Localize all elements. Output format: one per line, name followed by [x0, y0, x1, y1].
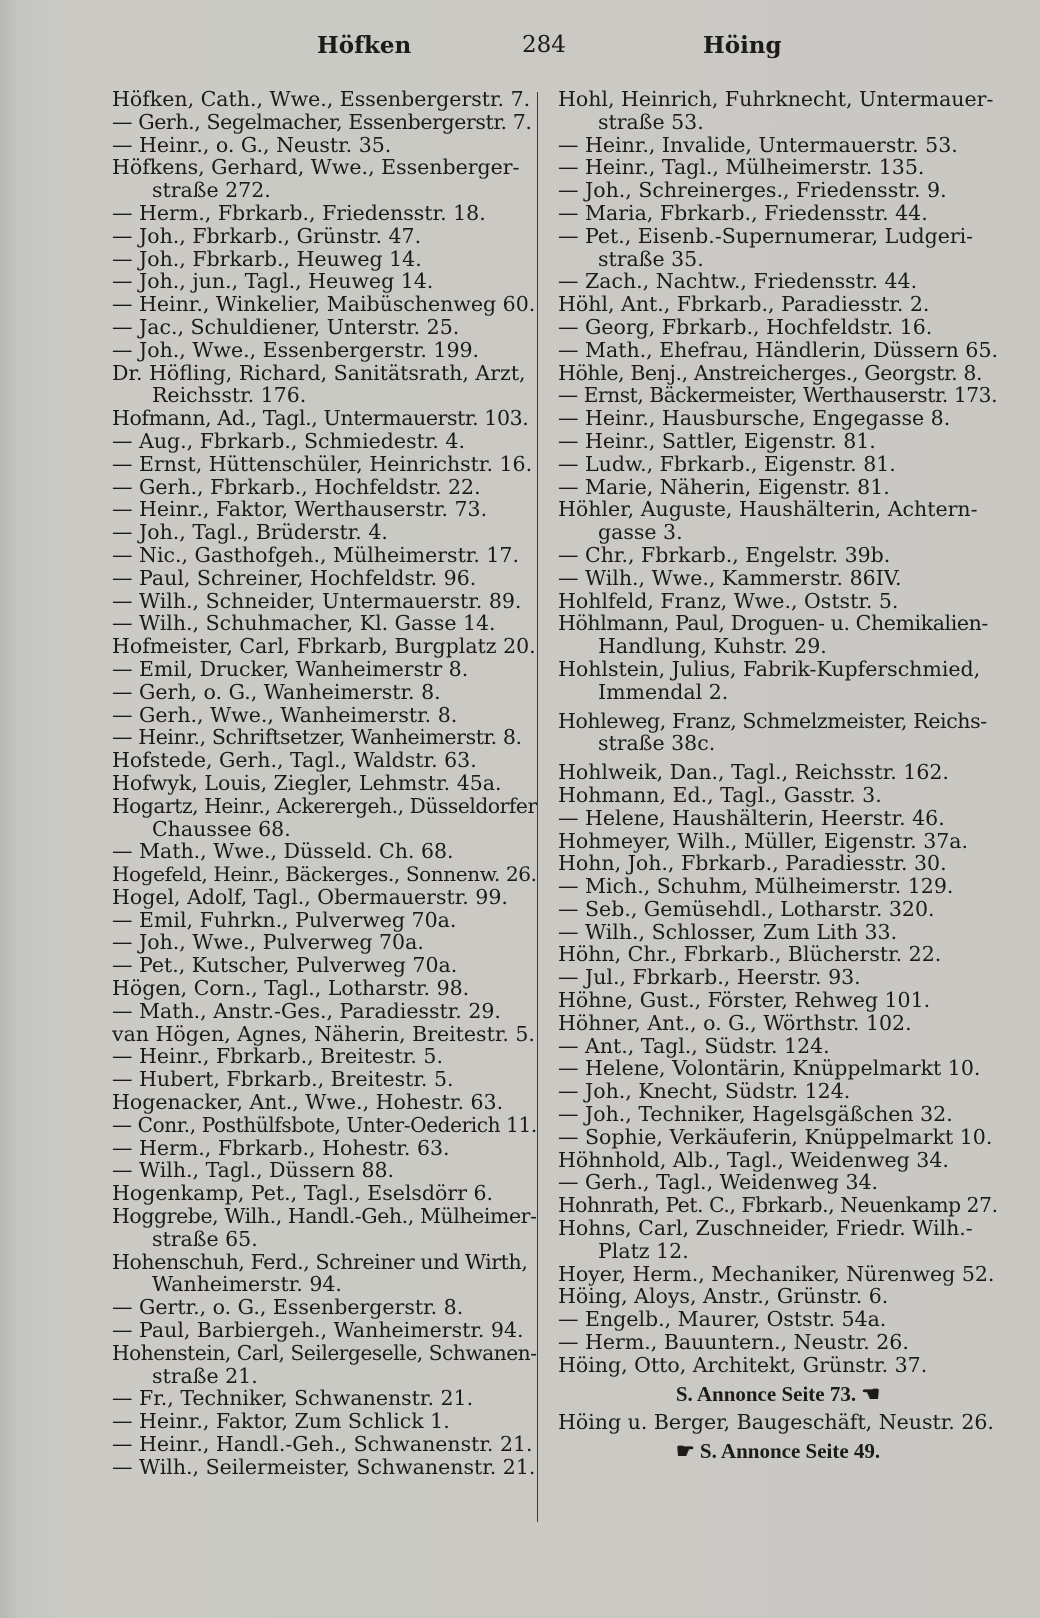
directory-entry: Hohmann, Ed., Tagl., Gasstr. 3. — [558, 782, 882, 807]
entry-continuation: Reichsstr. 176. — [152, 383, 307, 408]
entry-continuation: Platz 12. — [598, 1238, 689, 1263]
directory-entry: — Wilh., Schuhmacher, Kl. Gasse 14. — [112, 611, 496, 636]
page-header — [0, 32, 1040, 68]
directory-entry: — Zach., Nachtw., Friedensstr. 44. — [558, 269, 918, 294]
directory-entry: Hohns, Carl, Zuschneider, Friedr. Wilh.- — [558, 1216, 973, 1241]
directory-entry: Hohlfeld, Franz, Wwe., Oststr. 5. — [558, 588, 899, 613]
directory-entry: Höhl, Ant., Fbrkarb., Paradiesstr. 2. — [558, 292, 930, 317]
directory-entry: Höhle, Benj., Anstreicherges., Georgstr. 8. — [558, 360, 983, 385]
directory-entry: — Joh., Tagl., Brüderstr. 4. — [112, 520, 388, 545]
directory-entry: Hohnrath, Pet. C., Fbrkarb., Neuenkamp 27. — [558, 1193, 998, 1218]
directory-entry: — Gerh, o. G., Wanheimerstr. 8. — [112, 679, 441, 704]
directory-entry: Hofstede, Gerh., Tagl., Waldstr. 63. — [112, 748, 477, 773]
directory-entry: — Math., Wwe., Düsseld. Ch. 68. — [112, 839, 454, 864]
directory-entry: — Herm., Fbrkarb., Hohestr. 63. — [112, 1135, 450, 1160]
directory-entry: Hogenacker, Ant., Wwe., Hohestr. 63. — [112, 1090, 504, 1115]
directory-entry: — Chr., Fbrkarb., Engelstr. 39b. — [558, 542, 891, 567]
directory-entry: — Gerh., Wwe., Wanheimerstr. 8. — [112, 702, 458, 727]
right-column — [558, 88, 998, 1463]
directory-entry: Höhne, Gust., Förster, Rehweg 101. — [558, 988, 931, 1013]
directory-entry: — Seb., Gemüsehdl., Lotharstr. 320. — [558, 896, 935, 921]
directory-entry: Dr. Höfling, Richard, Sanitätsrath, Arzt, — [112, 360, 526, 385]
directory-entry: — Pet., Kutscher, Pulverweg 70a. — [112, 953, 458, 978]
directory-entry: — Wilh., Tagl., Düssern 88. — [112, 1158, 395, 1183]
directory-entry: — Maria, Fbrkarb., Friedensstr. 44. — [558, 200, 928, 225]
directory-entry: — Emil, Drucker, Wanheimerstr 8. — [112, 656, 469, 681]
header-right-keyword: Höing — [703, 32, 782, 59]
annonce-reference: ☛ S. Annonce Seite 49. — [675, 1439, 881, 1464]
directory-entry: — Jac., Schuldiener, Unterstr. 25. — [112, 314, 460, 339]
directory-entry: Höhler, Auguste, Haushälterin, Achtern- — [558, 497, 978, 522]
directory-entry: — Joh., Fbrkarb., Heuweg 14. — [112, 246, 422, 271]
directory-entry: — Joh., Techniker, Hagelsgäßchen 32. — [558, 1102, 953, 1127]
directory-entry: — Heinr., Winkelier, Maibüschenweg 60. — [112, 292, 536, 317]
directory-entry: Hohlweik, Dan., Tagl., Reichsstr. 162. — [558, 760, 949, 785]
directory-entry: — Joh., Schreinerges., Friedensstr. 9. — [558, 178, 947, 203]
entry-continuation: straße 272. — [152, 178, 271, 203]
entry-continuation: straße 21. — [152, 1363, 258, 1388]
directory-entry: Hofwyk, Louis, Ziegler, Lehmstr. 45a. — [112, 770, 502, 795]
directory-entry: — Heinr., Schriftsetzer, Wanheimerstr. 8. — [112, 725, 522, 750]
directory-entry: — Engelb., Maurer, Oststr. 54a. — [558, 1307, 887, 1332]
directory-entry: Höing, Otto, Architekt, Grünstr. 37. — [558, 1352, 928, 1377]
directory-entry: — Ludw., Fbrkarb., Eigenstr. 81. — [558, 451, 896, 476]
entry-continuation: Handlung, Kuhstr. 29. — [598, 634, 827, 659]
directory-entry: — Heinr., Invalide, Untermauerstr. 53. — [558, 132, 958, 157]
directory-entry: — Conr., Posthülfsbote, Unter-Oederich 11. — [112, 1112, 537, 1137]
directory-entry: — Jul., Fbrkarb., Heerstr. 93. — [558, 965, 861, 990]
directory-entry: — Heinr., Sattler, Eigenstr. 81. — [558, 428, 876, 453]
directory-entry: — Joh., jun., Tagl., Heuweg 14. — [112, 269, 434, 294]
directory-entry: — Helene, Volontärin, Knüppelmarkt 10. — [558, 1056, 981, 1081]
directory-entry: Höfken, Cath., Wwe., Essenbergerstr. 7. — [112, 87, 531, 111]
annonce-reference: S. Annonce Seite 73. ☚ — [675, 1381, 881, 1406]
directory-entry: — Joh., Wwe., Pulverweg 70a. — [112, 930, 424, 955]
header-left-keyword: Höfken — [317, 32, 412, 59]
directory-entry: — Paul, Schreiner, Hochfeldstr. 96. — [112, 565, 477, 590]
entry-continuation: straße 35. — [598, 246, 704, 271]
directory-entry: — Heinr., Handl.-Geh., Schwanenstr. 21. — [112, 1432, 533, 1457]
directory-entry: Hohleweg, Franz, Schmelzmeister, Reichs- — [558, 708, 987, 733]
directory-entry: — Wilh., Wwe., Kammerstr. 86IV. — [558, 565, 902, 590]
directory-entry: Hofmeister, Carl, Fbrkarb, Burgplatz 20. — [112, 634, 536, 659]
directory-entry: — Nic., Gasthofgeh., Mülheimerstr. 17. — [112, 542, 519, 567]
directory-entry: Hofmann, Ad., Tagl., Untermauerstr. 103. — [112, 406, 529, 431]
directory-entry: — Heinr., Faktor, Zum Schlick 1. — [112, 1409, 450, 1434]
directory-entry: Hohenstein, Carl, Seilergeselle, Schwanen- — [112, 1340, 537, 1365]
directory-entry: — Mich., Schuhm, Mülheimerstr. 129. — [558, 874, 954, 899]
directory-entry: — Ernst, Bäckermeister, Werthauserstr. 173. — [558, 383, 998, 408]
directory-entry: — Heinr., Tagl., Mülheimerstr. 135. — [558, 155, 925, 180]
entry-continuation: straße 38c. — [598, 731, 716, 756]
directory-entry: Hogenkamp, Pet., Tagl., Eselsdörr 6. — [112, 1181, 494, 1206]
directory-entry: Hoyer, Herm., Mechaniker, Nürenweg 52. — [558, 1261, 995, 1286]
directory-entry: — Heinr., Faktor, Werthauserstr. 73. — [112, 497, 488, 522]
directory-entry: Höhnhold, Alb., Tagl., Weidenweg 34. — [558, 1147, 949, 1172]
directory-entry: Höhn, Chr., Fbrkarb., Blücherstr. 22. — [558, 942, 942, 967]
left-column — [112, 88, 537, 1479]
entry-continuation: Immendal 2. — [598, 679, 729, 704]
directory-entry: — Georg, Fbrkarb., Hochfeldstr. 16. — [558, 314, 933, 339]
directory-entry: — Helene, Haushälterin, Heerstr. 46. — [558, 805, 945, 830]
directory-entry: Hogel, Adolf, Tagl., Obermauerstr. 99. — [112, 884, 508, 909]
directory-entry: — Paul, Barbiergeh., Wanheimerstr. 94. — [112, 1318, 524, 1343]
directory-entry: van Högen, Agnes, Näherin, Breitestr. 5. — [112, 1021, 535, 1046]
directory-entry: Hohlstein, Julius, Fabrik-Kupferschmied, — [558, 656, 981, 681]
entry-continuation: Chaussee 68. — [152, 816, 291, 841]
column-divider — [537, 92, 538, 1522]
directory-entry: — Hubert, Fbrkarb., Breitestr. 5. — [112, 1067, 454, 1092]
directory-entry: — Herm., Bauuntern., Neustr. 26. — [558, 1330, 909, 1355]
directory-entry: — Joh., Fbrkarb., Grünstr. 47. — [112, 223, 422, 248]
directory-entry: — Marie, Näherin, Eigenstr. 81. — [558, 474, 890, 499]
directory-entry: — Heinr., Hausbursche, Engegasse 8. — [558, 406, 951, 431]
directory-entry: — Heinr., Fbrkarb., Breitestr. 5. — [112, 1044, 443, 1069]
directory-entry: Hohn, Joh., Fbrkarb., Paradiesstr. 30. — [558, 851, 947, 876]
directory-entry: — Math., Anstr.-Ges., Paradiesstr. 29. — [112, 998, 501, 1023]
directory-entry: Hohenschuh, Ferd., Schreiner und Wirth, — [112, 1249, 528, 1274]
directory-entry: — Ant., Tagl., Südstr. 124. — [558, 1033, 830, 1058]
directory-entry: Hohmeyer, Wilh., Müller, Eigenstr. 37a. — [558, 828, 969, 853]
directory-entry: — Wilh., Schneider, Untermauerstr. 89. — [112, 588, 522, 613]
entry-continuation: straße 65. — [152, 1226, 258, 1251]
directory-entry: — Wilh., Schlosser, Zum Lith 33. — [558, 919, 898, 944]
directory-entry: — Emil, Fuhrkn., Pulverweg 70a. — [112, 907, 457, 932]
directory-entry: — Wilh., Seilermeister, Schwanenstr. 21. — [112, 1454, 536, 1479]
directory-entry: — Ernst, Hüttenschüler, Heinrichstr. 16. — [112, 451, 533, 476]
directory-entry: Hoggrebe, Wilh., Handl.-Geh., Mülheimer- — [112, 1204, 537, 1229]
directory-entry: Högen, Corn., Tagl., Lotharstr. 98. — [112, 976, 470, 1001]
directory-entry: Höhner, Ant., o. G., Wörthstr. 102. — [558, 1010, 912, 1035]
directory-entry: — Gerh., Segelmacher, Essenbergerstr. 7. — [112, 109, 532, 134]
directory-entry: — Math., Ehefrau, Händlerin, Düssern 65. — [558, 337, 998, 362]
entry-continuation: straße 53. — [598, 109, 704, 134]
directory-entry: — Heinr., o. G., Neustr. 35. — [112, 132, 392, 157]
directory-entry: Höing u. Berger, Baugeschäft, Neustr. 26. — [558, 1410, 994, 1435]
directory-entry: — Fr., Techniker, Schwanenstr. 21. — [112, 1386, 474, 1411]
directory-entry: — Joh., Knecht, Südstr. 124. — [558, 1079, 851, 1104]
directory-entry: Höfkens, Gerhard, Wwe., Essenberger- — [112, 155, 520, 180]
directory-entry: Höhlmann, Paul, Droguen- u. Chemikalien- — [558, 611, 988, 636]
entry-continuation: gasse 3. — [598, 520, 683, 545]
directory-entry: Hohl, Heinrich, Fuhrknecht, Untermauer- — [558, 87, 994, 111]
directory-entry: Höing, Aloys, Anstr., Grünstr. 6. — [558, 1284, 889, 1309]
directory-entry: — Gertr., o. G., Essenbergerstr. 8. — [112, 1295, 464, 1320]
directory-entry: Hogefeld, Heinr., Bäckerges., Sonnenw. 26. — [112, 862, 537, 887]
directory-entry: — Herm., Fbrkarb., Friedensstr. 18. — [112, 200, 486, 225]
directory-entry: — Sophie, Verkäuferin, Knüppelmarkt 10. — [558, 1124, 993, 1149]
page-number: 284 — [522, 32, 566, 58]
directory-entry: — Gerh., Fbrkarb., Hochfeldstr. 22. — [112, 474, 481, 499]
directory-entry: — Gerh., Tagl., Weidenweg 34. — [558, 1170, 879, 1195]
entry-continuation: Wanheimerstr. 94. — [152, 1272, 342, 1297]
directory-entry: — Aug., Fbrkarb., Schmiedestr. 4. — [112, 428, 465, 453]
directory-entry: — Pet., Eisenb.-Supernumerar, Ludgeri- — [558, 223, 974, 248]
directory-entry: Hogartz, Heinr., Ackerergeh., Düsseldorfer — [112, 793, 537, 818]
directory-entry: — Joh., Wwe., Essenbergerstr. 199. — [112, 337, 480, 362]
